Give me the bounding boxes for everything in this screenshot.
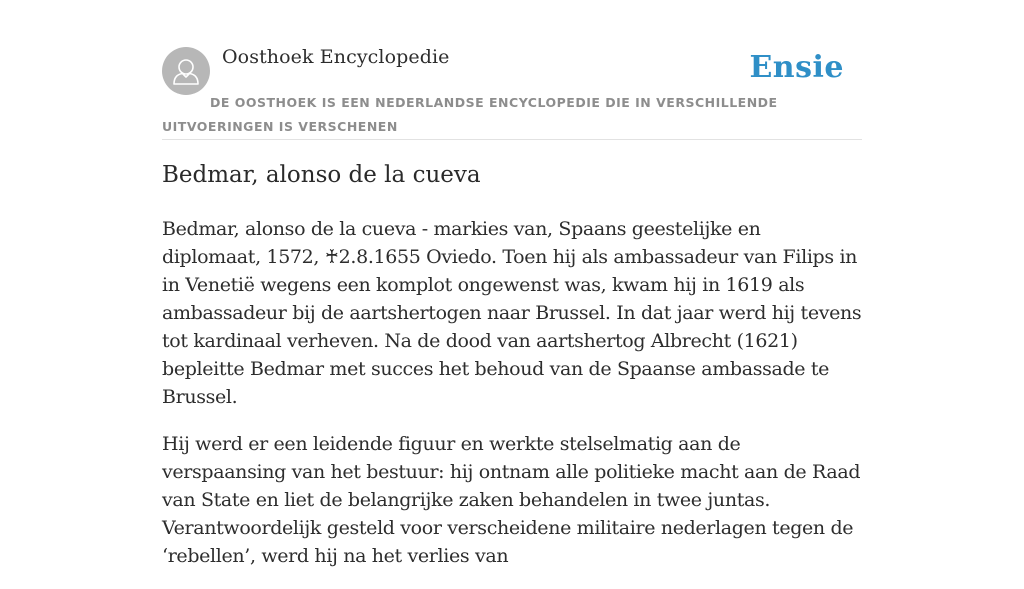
avatar[interactable] <box>162 47 210 95</box>
user-icon <box>162 47 210 95</box>
site-name[interactable]: Oosthoek Encyclopedie <box>222 46 450 68</box>
site-header <box>162 44 862 140</box>
article-paragraph: Bedmar, alonso de la cueva - markies van, Spaans geestelijke en diplomaat, 1572, ♰2.8.1655 Oviedo. Toen hij als ambassadeur van Filips in in Venetië wegens een komplot ongewenst was, kwam hij in 1619 als ambassadeur bij de aartshertogen naar Brussel. In dat jaar werd hij tevens tot kardinaal verheven. Na de dood van aartshertog Albrecht (1621) bepleitte Bedmar met succes het behoud van de Spaanse ambassade te Brussel. <box>162 218 862 408</box>
article-paragraph: Hij werd er een leidende figuur en werkte stelselmatig aan de verspaansing van het bestuur: hij ontnam alle politieke macht aan de Raad van State en liet de belangrijke zaken behandelen in twee juntas. Verantwoordelijk gesteld voor verscheidene militaire nederlagen tegen de ‘rebellen’, werd hij na het verlies van <box>162 433 861 567</box>
ensie-logo[interactable]: Ensie <box>749 50 844 85</box>
site-tagline: DE OOSTHOEK IS EEN NEDERLANDSE ENCYCLOPEDIE DIE IN VERSCHILLENDE UITVOERINGEN IS VERSCHENEN <box>162 95 778 134</box>
page-title: Bedmar, alonso de la cueva <box>162 162 481 188</box>
article-body <box>162 215 862 589</box>
